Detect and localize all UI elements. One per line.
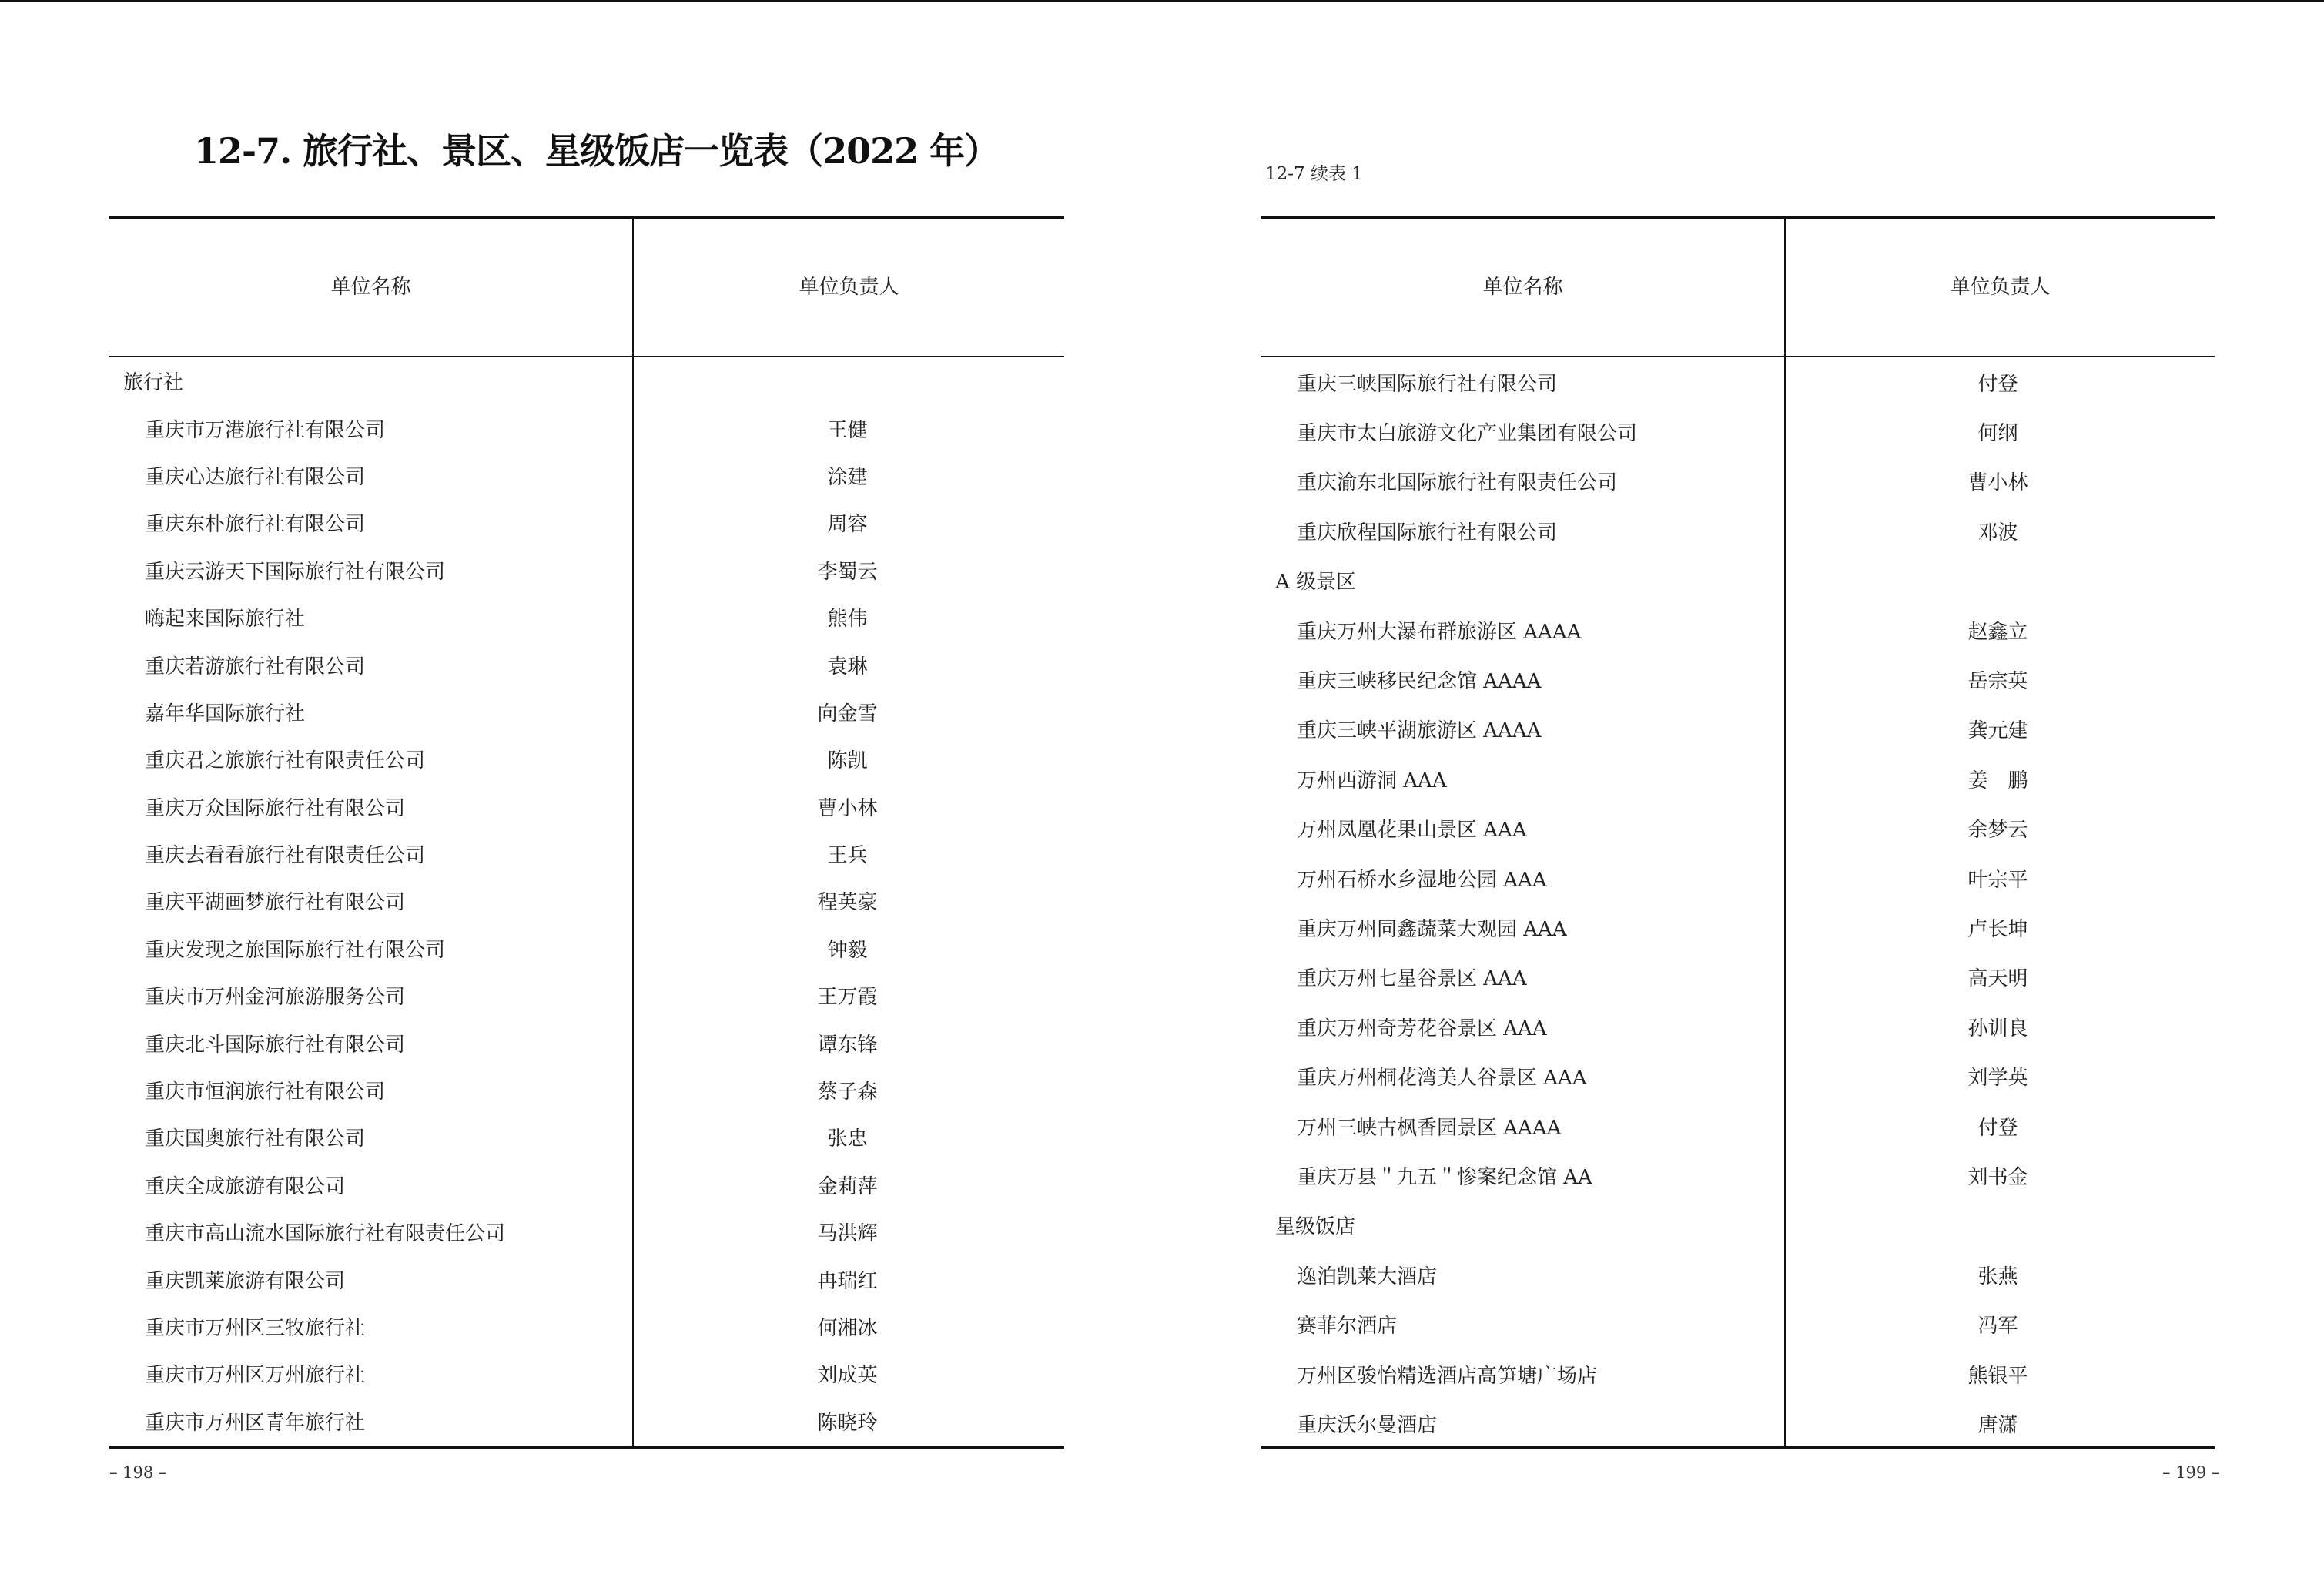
- unit-person-cell: 谭东锋: [817, 1033, 878, 1057]
- table-row: [109, 547, 1064, 594]
- unit-person-cell: 王万霞: [817, 986, 878, 1010]
- section-label: 旅行社: [123, 371, 184, 395]
- unit-name-cell: 重庆欣程国际旅行社有限公司: [1297, 521, 1558, 544]
- unit-person-cell: 袁琳: [827, 655, 868, 678]
- unit-name-cell: 重庆万州奇芳花谷景区 AAA: [1297, 1017, 1547, 1040]
- table-row: [109, 830, 1064, 877]
- unit-name-cell: 重庆北斗国际旅行社有限公司: [145, 1033, 406, 1057]
- table-row: [109, 972, 1064, 1019]
- unit-person-cell: 余梦云: [1967, 819, 2028, 843]
- unit-person-cell: 唐潇: [1977, 1413, 2018, 1437]
- section-label: A 级景区: [1275, 571, 1357, 595]
- table-row: [1261, 506, 2215, 555]
- unit-person-cell: 何湘冰: [817, 1317, 878, 1340]
- unit-person-cell: 张燕: [1977, 1265, 2018, 1288]
- unit-person-cell: 何纲: [1977, 422, 2018, 446]
- continued-label: 12-7 续表 1: [1265, 164, 1363, 184]
- unit-person-cell: 邓波: [1977, 521, 2018, 544]
- table-row: [1261, 1349, 2215, 1399]
- unit-name-cell: 重庆万县＂九五＂惨案纪念馆 AA: [1297, 1165, 1592, 1189]
- unit-person-cell: 孙训良: [1967, 1017, 2028, 1040]
- unit-name-cell: 重庆心达旅行社有限公司: [145, 465, 366, 489]
- unit-person-cell: [1786, 556, 2215, 605]
- section-label: 星级饭店: [1275, 1215, 1356, 1239]
- unit-person-cell: 王兵: [827, 844, 868, 868]
- unit-name-cell: 重庆万州桐花湾美人谷景区 AAA: [1297, 1067, 1587, 1090]
- unit-name-cell: 重庆三峡国际旅行社有限公司: [1297, 372, 1558, 396]
- table-row: [109, 1303, 1064, 1350]
- table-row: [109, 452, 1064, 499]
- unit-name-cell: 重庆平湖画梦旅行社有限公司: [145, 891, 406, 915]
- unit-name-cell: 重庆万众国际旅行社有限公司: [145, 796, 406, 820]
- unit-person-cell: 涂建: [827, 465, 868, 489]
- unit-person-cell: 刘学英: [1967, 1067, 2028, 1090]
- table-row: [1261, 1151, 2215, 1200]
- unit-name-cell: 重庆国奥旅行社有限公司: [145, 1127, 366, 1151]
- table-row: [109, 594, 1064, 641]
- unit-name-cell: 重庆东朴旅行社有限公司: [145, 513, 366, 537]
- unit-person-cell: 岳宗英: [1967, 670, 2028, 694]
- table-row: [109, 1019, 1064, 1066]
- header-unit-name: 单位名称: [330, 276, 411, 299]
- table-row: [1261, 605, 2215, 655]
- table-row: [1261, 357, 2215, 407]
- unit-person-cell: 曹小林: [817, 796, 878, 820]
- unit-name-cell: 万州区骏怡精选酒店高笋塘广场店: [1297, 1364, 1598, 1388]
- unit-person-cell: 高天明: [1967, 967, 2028, 991]
- table-row: [1261, 853, 2215, 903]
- table-row: [1261, 407, 2215, 456]
- table-row: [1261, 1101, 2215, 1151]
- section-row: [1261, 1201, 2215, 1250]
- unit-name-cell: 重庆万州同鑫蔬菜大观园 AAA: [1297, 917, 1567, 941]
- left-table: [109, 216, 1064, 1449]
- unit-person-cell: 付登: [1977, 1116, 2018, 1140]
- unit-person-cell: 冉瑞红: [817, 1269, 878, 1293]
- unit-name-cell: 重庆市万州区万州旅行社: [145, 1364, 366, 1388]
- table-row: [1261, 1002, 2215, 1051]
- table-row: [109, 877, 1064, 924]
- table-row: [1261, 804, 2215, 853]
- unit-name-cell: 重庆凯莱旅游有限公司: [145, 1269, 346, 1293]
- table-row: [1261, 655, 2215, 704]
- unit-name-cell: 重庆全成旅游有限公司: [145, 1174, 346, 1198]
- unit-name-cell: 重庆市恒润旅行社有限公司: [145, 1080, 386, 1104]
- table-row: [1261, 1051, 2215, 1101]
- unit-name-cell: 重庆沃尔曼酒店: [1297, 1413, 1438, 1437]
- unit-name-cell: 嘉年华国际旅行社: [145, 702, 306, 725]
- right-table-body: [1261, 357, 2215, 1446]
- table-row: [109, 1161, 1064, 1208]
- unit-person-cell: 曹小林: [1967, 471, 2028, 495]
- table-row: [109, 688, 1064, 735]
- unit-name-cell: 重庆若游旅行社有限公司: [145, 655, 366, 678]
- section-row: [109, 357, 1064, 404]
- unit-name-cell: 重庆万州大瀑布群旅游区 AAAA: [1297, 620, 1582, 644]
- unit-person-cell: 叶宗平: [1967, 868, 2028, 892]
- unit-person-cell: 钟毅: [827, 938, 868, 962]
- unit-person-cell: 姜 鹏: [1967, 769, 2028, 792]
- unit-name-cell: 重庆三峡平湖旅游区 AAAA: [1297, 719, 1542, 743]
- table-row: [109, 925, 1064, 972]
- unit-name-cell: 重庆万州七星谷景区 AAA: [1297, 967, 1527, 991]
- unit-name-cell: 重庆君之旅旅行社有限责任公司: [145, 749, 426, 773]
- unit-person-cell: 王健: [827, 418, 868, 442]
- unit-name-cell: 重庆市万港旅行社有限公司: [145, 418, 386, 442]
- unit-name-cell: 赛菲尔酒店: [1297, 1315, 1398, 1338]
- unit-person-cell: 张忠: [827, 1127, 868, 1151]
- table-row: [109, 783, 1064, 830]
- unit-name-cell: 重庆发现之旅国际旅行社有限公司: [145, 938, 446, 962]
- unit-person-cell: 刘成英: [817, 1364, 878, 1388]
- unit-person-cell: [631, 357, 1064, 404]
- unit-person-cell: 冯军: [1977, 1315, 2018, 1338]
- unit-person-cell: 刘书金: [1967, 1165, 2028, 1189]
- unit-name-cell: 重庆市万州区青年旅行社: [145, 1411, 366, 1435]
- unit-name-cell: 重庆市太白旅游文化产业集团有限公司: [1297, 422, 1638, 446]
- unit-name-cell: 重庆渝东北国际旅行社有限责任公司: [1297, 471, 1618, 495]
- unit-person-cell: 熊伟: [827, 608, 868, 632]
- table-row: [1261, 953, 2215, 1002]
- unit-name-cell: 重庆云游天下国际旅行社有限公司: [145, 560, 446, 584]
- table-row: [1261, 705, 2215, 754]
- table-row: [109, 1398, 1064, 1445]
- unit-person-cell: 龚元建: [1967, 719, 2028, 743]
- unit-name-cell: 嗨起来国际旅行社: [145, 608, 306, 632]
- table-row: [1261, 1250, 2215, 1299]
- unit-person-cell: 向金雪: [817, 702, 878, 725]
- unit-name-cell: 重庆市高山流水国际旅行社有限责任公司: [145, 1222, 506, 1246]
- page-number-right: – 199 –: [2162, 1463, 2220, 1482]
- table-row: [1261, 457, 2215, 506]
- table-row: [109, 1255, 1064, 1302]
- unit-person-cell: 李蜀云: [817, 560, 878, 584]
- header-unit-name: 单位名称: [1482, 276, 1563, 299]
- unit-person-cell: 周容: [827, 513, 868, 537]
- unit-person-cell: 蔡子森: [817, 1080, 878, 1104]
- unit-name-cell: 逸泊凯莱大酒店: [1297, 1265, 1438, 1288]
- unit-name-cell: 万州凤凰花果山景区 AAA: [1297, 819, 1527, 843]
- right-table: [1261, 216, 2215, 1449]
- table-row: [1261, 903, 2215, 952]
- header-unit-person: 单位负责人: [799, 276, 899, 299]
- table-row: [109, 641, 1064, 688]
- unit-name-cell: 万州西游洞 AAA: [1297, 769, 1447, 792]
- unit-person-cell: 陈凯: [827, 749, 868, 773]
- page-title: 12-7. 旅行社、景区、星级饭店一览表（2022 年）: [194, 130, 1000, 172]
- unit-person-cell: [1786, 1201, 2215, 1250]
- table-row: [1261, 754, 2215, 803]
- unit-person-cell: 陈晓玲: [817, 1411, 878, 1435]
- table-row: [109, 1067, 1064, 1114]
- unit-person-cell: 付登: [1977, 372, 2018, 396]
- unit-name-cell: 重庆三峡移民纪念馆 AAAA: [1297, 670, 1542, 694]
- unit-name-cell: 重庆去看看旅行社有限责任公司: [145, 844, 426, 868]
- unit-name-cell: 重庆市万州区三牧旅行社: [145, 1317, 366, 1340]
- unit-name-cell: 重庆市万州金河旅游服务公司: [145, 986, 406, 1010]
- unit-person-cell: 熊银平: [1967, 1364, 2028, 1388]
- unit-name-cell: 万州三峡古枫香园景区 AAAA: [1297, 1116, 1562, 1140]
- unit-person-cell: 赵鑫立: [1967, 620, 2028, 644]
- table-row: [1261, 1399, 2215, 1448]
- table-row: [109, 1114, 1064, 1161]
- section-row: [1261, 556, 2215, 605]
- header-unit-person: 单位负责人: [1950, 276, 2051, 299]
- unit-person-cell: 金莉萍: [817, 1174, 878, 1198]
- unit-name-cell: 万州石桥水乡湿地公园 AAA: [1297, 868, 1547, 892]
- table-row: [109, 1350, 1064, 1397]
- table-row: [109, 499, 1064, 546]
- table-row: [109, 404, 1064, 451]
- left-table-body: [109, 357, 1064, 1446]
- table-row: [1261, 1299, 2215, 1348]
- table-row: [109, 1208, 1064, 1255]
- page-number-left: – 198 –: [109, 1463, 167, 1482]
- unit-person-cell: 马洪辉: [817, 1222, 878, 1246]
- unit-person-cell: 卢长坤: [1967, 917, 2028, 941]
- top-border: [0, 0, 2324, 2]
- unit-person-cell: 程英豪: [817, 891, 878, 915]
- table-row: [109, 735, 1064, 782]
